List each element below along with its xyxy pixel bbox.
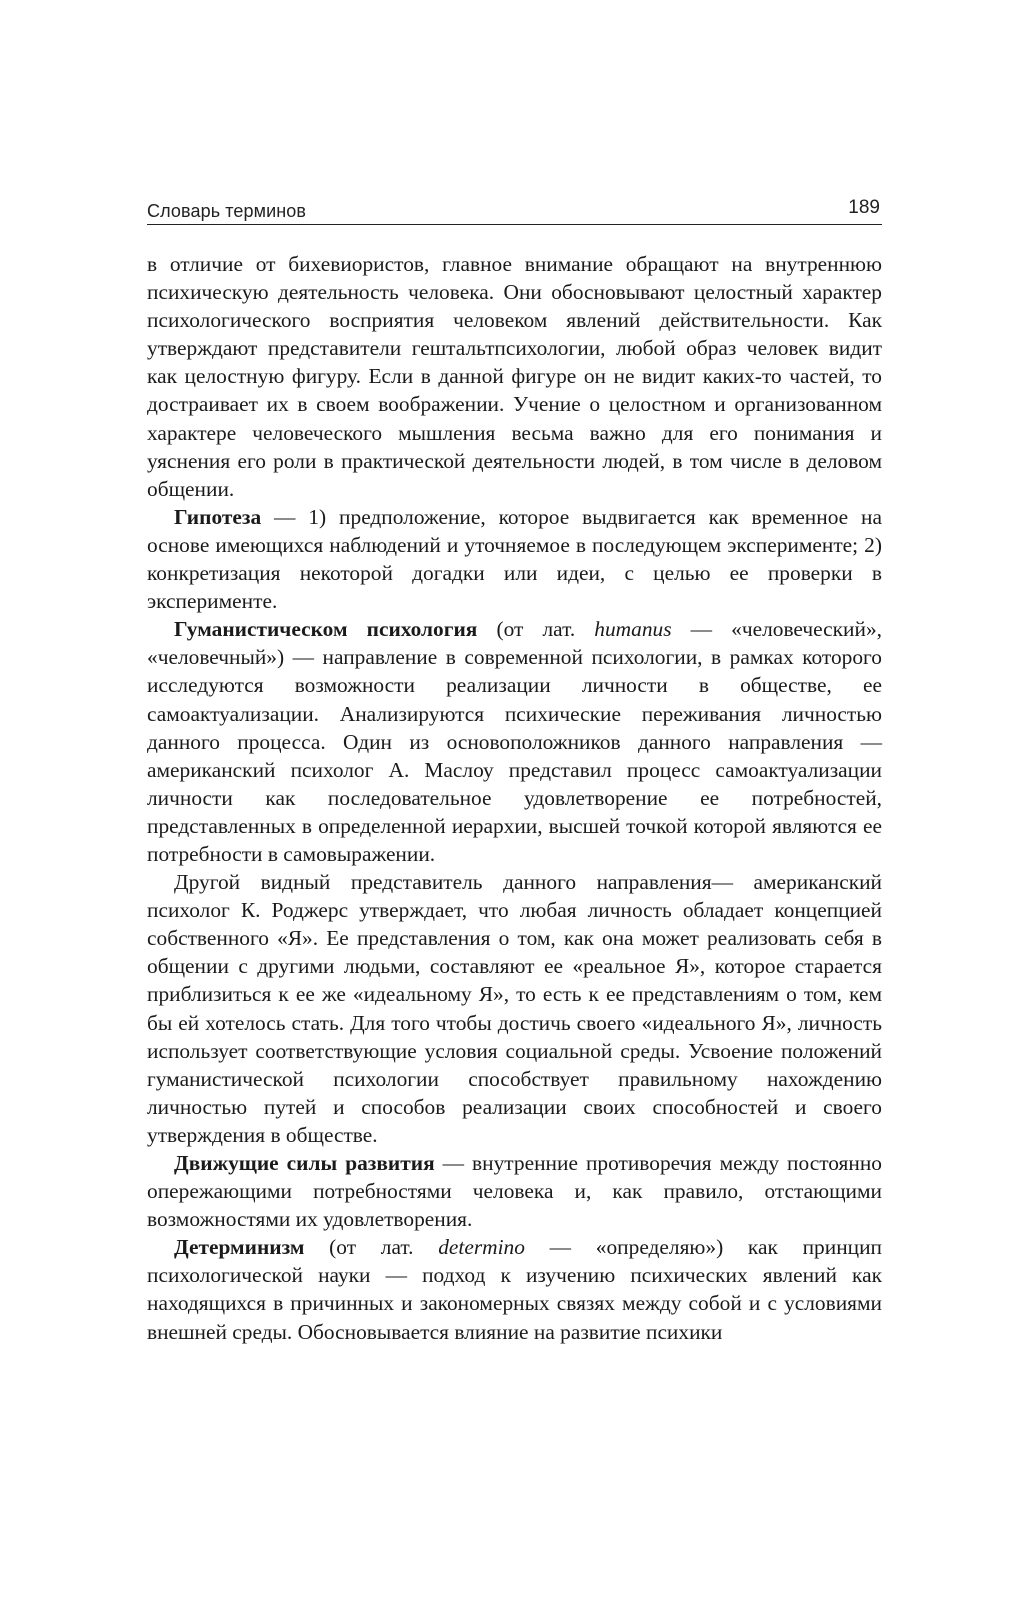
running-title: Словарь терминов — [147, 201, 307, 221]
entry-etymology-prefix: (от лат. — [304, 1235, 439, 1260]
entry-term: Детерминизм — [174, 1235, 305, 1260]
paragraph-rogers — [147, 868, 882, 1149]
entry-term: Гуманистическом психология — [174, 617, 478, 642]
entry-definition: — «человеческий», «человечный») — направление в современной психологии, в рамках которого исследуются возможности реализации личности в обществе, ее самоактуализации. Анализируются психические переживания личностью данного процесса. Один из основоположников данного направления — американский психолог А. Маслоу представил процесс самоактуализации личности как последовательное удовлетворение ее потребностей, представленных в определенной иерархии, высшей точкой которой являются ее потребности в самовыражении. — [147, 617, 882, 866]
page-number: 189 — [848, 197, 880, 218]
entry-latin-word: humanus — [594, 617, 672, 642]
paragraph-continuation — [147, 250, 882, 503]
entry-etymology-prefix: (от лат. — [477, 617, 595, 642]
entry-determinism — [147, 1233, 882, 1345]
entry-driving-forces — [147, 1149, 882, 1233]
entry-term: Гипотеза — [174, 504, 262, 529]
entry-latin-word: determino — [438, 1235, 525, 1260]
paragraph-text: Другой видный представитель данного направления— американский психолог К. Роджерс утверждает, что любая личность обладает концепцией собственного «Я». Ее представления о том, как она может реализовать себя в общении с другими людьми, составляют ее «реальное Я», которое старается приблизиться к ее же «идеальному Я», то есть к ее представлениям о том, кем бы ей хотелось стать. Для того чтобы достичь своего «идеального Я», личность использует соответствующие условия социальной среды. Усвоение положений гуманистической психологии способствует правильному нахождению личностью путей и способов реализации своих способностей и своего утверждения в обществе. — [147, 870, 882, 1147]
paragraph-text: в отличие от бихевиористов, главное внимание обращают на внутреннюю психическую деятельность человека. Они обосновывают целостный характер психологического восприятия человеком явлений действительности. Как утверждают представители гештальтпсихологии, любой образ человек видит как целостную фигуру. Если в данной фигуре он не видит каких-то частей, то достраивает их в своем воображении. Учение о целостном и организованном характере человеческого мышления весьма важно для его понимания и уяснения его роли в практической деятельности людей, в том числе в деловом общении. — [147, 252, 882, 501]
entry-humanistic-psychology — [147, 615, 882, 868]
entry-definition: — внутренние противоречия между постоянно опережающими потребностями человека и, как правило, отстающими возможностями их удовлетворения. — [147, 1151, 882, 1232]
entry-definition: — 1) предположение, которое выдвигается как временное на основе имеющихся наблюдений и уточняемое в последующем эксперименте; 2) конкретизация некоторой догадки или идеи, с целью ее проверки в эксперименте. — [147, 504, 882, 614]
body-text — [147, 250, 882, 1346]
page-header — [147, 192, 882, 225]
entry-hypothesis — [147, 503, 882, 615]
entry-definition: — «определяю») как принцип психологической науки — подход к изучению психических явлений как находящихся в причинных и закономерных связях между собой и с условиями внешней среды. Обосновывается влияние на развитие психики — [147, 1235, 882, 1344]
entry-term: Движущие силы развития — [174, 1151, 435, 1175]
